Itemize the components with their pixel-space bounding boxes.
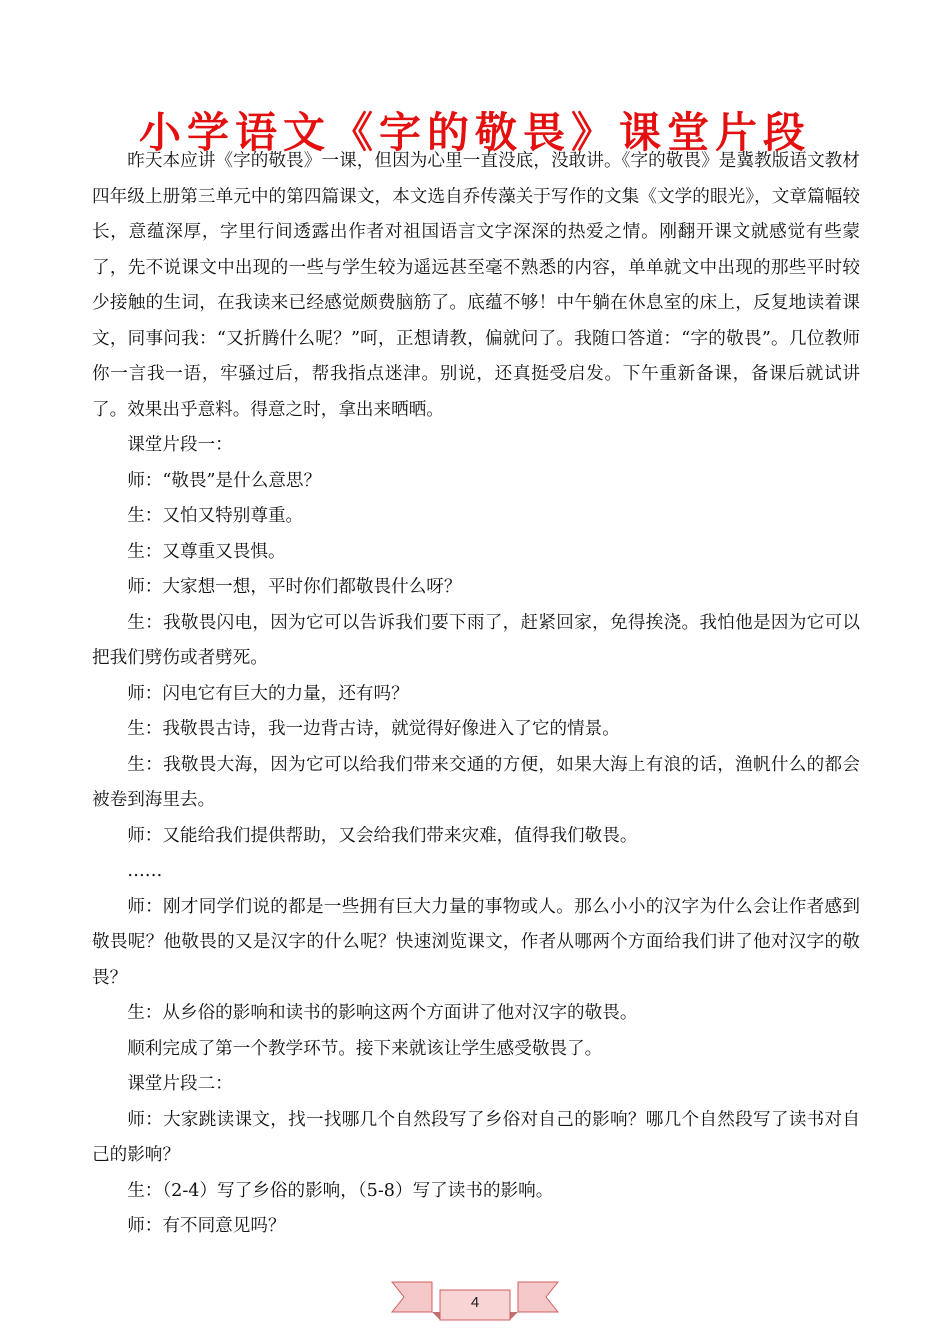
paragraph: 师：刚才同学们说的都是一些拥有巨大力量的事物或人。那么小小的汉字为什么会让作者感到敬畏呢？他敬畏的又是汉字的什么呢？快速浏览课文，作者从哪两个方面给我们讲了他对汉字的敬畏？	[92, 896, 860, 988]
paragraph: 生：我敬畏闪电，因为它可以告诉我们要下雨了，赶紧回家，免得挨浇。我怕他是因为它可以把我们劈伤或者劈死。	[92, 612, 860, 668]
document-title: 小学语文《字的敬畏》课堂片段	[138, 108, 811, 157]
paragraph: 昨天本应讲《字的敬畏》一课，但因为心里一直没底，没敢讲。《字的敬畏》是冀教版语文教材四年级上册第三单元中的第四篇课文，本文选自乔传藻关于写作的文集《文学的眼光》，文章篇幅较长，意蕴深厚，字里行间透露出作者对祖国语言文字深深的热爱之情。刚翻开课文就感觉有些蒙了，先不说课文中出现的一些与学生较为遥远甚至毫不熟悉的内容，单单就文中出现的那些平时较少接触的生词，在我读来已经感觉颇费脑筋了。底蕴不够！中午躺在休息室的床上，反复地读着课文，同事问我：“又折腾什么呢？”呵，正想请教，偏就问了。我随口答道：“字的敬畏”。几位教师你一言我一语，牢骚过后，帮我指点迷津。别说，还真挺受启发。下午重新备课，备课后就试讲了。效果出乎意料。得意之时，拿出来晒晒。	[92, 151, 860, 420]
paragraph: 生：我敬畏大海，因为它可以给我们带来交通的方便，如果大海上有浪的话，渔帆什么的都会被卷到海里去。	[92, 754, 860, 810]
document-body	[92, 144, 860, 1245]
paragraph: 生：又怕又特别尊重。	[127, 506, 304, 526]
paragraph: ……	[127, 861, 163, 881]
paragraph: 课堂片段二：	[127, 1074, 233, 1094]
paragraph: 师：大家跳读课文，找一找哪几个自然段写了乡俗对自己的影响？哪几个自然段写了读书对自己的影响？	[92, 1109, 860, 1165]
paragraph: 生：从乡俗的影响和读书的影响这两个方面讲了他对汉字的敬畏。	[127, 1003, 638, 1023]
paragraph: 师：有不同意见吗？	[127, 1216, 286, 1236]
paragraph: 师：“敬畏”是什么意思？	[127, 470, 322, 491]
page-number-ribbon	[390, 1272, 560, 1332]
paragraph: 师：大家想一想，平时你们都敬畏什么呀？	[127, 577, 462, 597]
paragraph: 生：又尊重又畏惧。	[127, 541, 286, 562]
paragraph: 生：我敬畏古诗，我一边背古诗，就觉得好像进入了它的情景。	[127, 719, 620, 739]
paragraph: 生：（2-4）写了乡俗的影响，（5-8）写了读书的影响。	[127, 1180, 554, 1201]
paragraph: 顺利完成了第一个教学环节。接下来就该让学生感受敬畏了。	[127, 1038, 603, 1059]
page-number: 4	[470, 1294, 480, 1311]
paragraph: 师：闪电它有巨大的力量，还有吗？	[127, 683, 409, 704]
paragraph: 师：又能给我们提供帮助，又会给我们带来灾难，值得我们敬畏。	[127, 825, 638, 846]
paragraph: 课堂片段一：	[127, 435, 233, 455]
